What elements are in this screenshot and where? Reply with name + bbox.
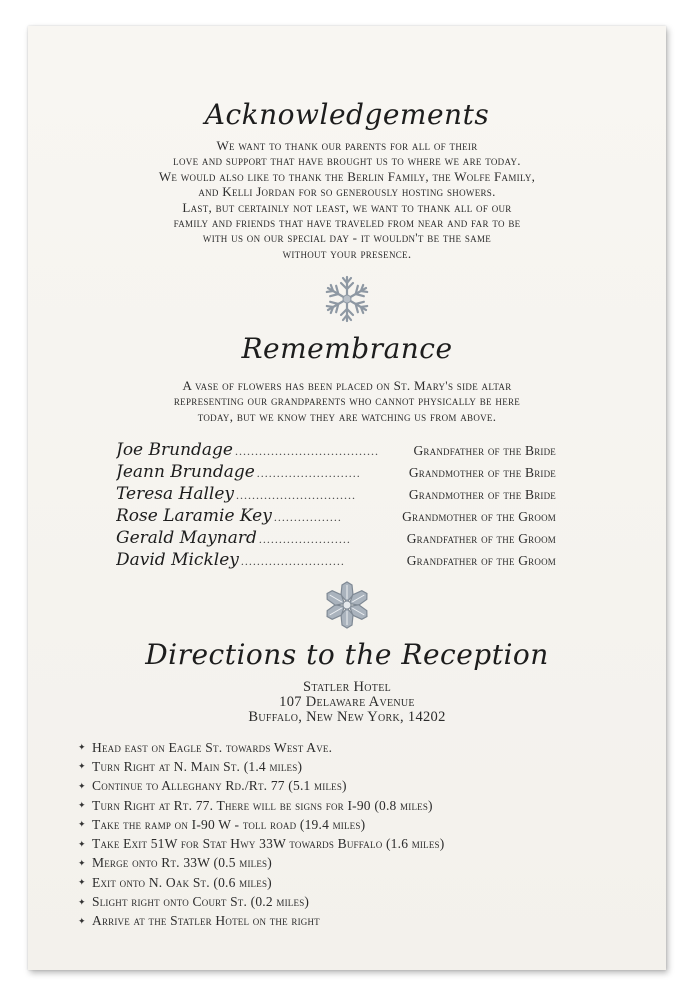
leader-dots: .................................... xyxy=(235,444,379,458)
memorial-relation: Grandmother of the Bride xyxy=(408,465,556,480)
memorial-name: Gerald Maynard xyxy=(116,528,257,548)
remembrance-line: today, but we know they are watching us from above. xyxy=(197,408,497,424)
diamond-bullet-icon: ✦ xyxy=(78,819,86,830)
memorial-row xyxy=(116,484,556,504)
direction-text: Slight right onto Court St. (0.2 miles) xyxy=(92,894,310,910)
diamond-bullet-icon: ✦ xyxy=(78,877,86,888)
leader-dots: ....................... xyxy=(258,532,351,546)
directions-list xyxy=(78,738,618,931)
memorial-row xyxy=(116,462,556,482)
direction-step xyxy=(78,757,618,776)
address-line: 107 Delaware Avenue xyxy=(279,694,415,710)
ack-line: family and friends that have traveled from near and far to be xyxy=(173,215,521,231)
memorial-relation: Grandfather of the Groom xyxy=(406,553,556,568)
acknowledgements-heading: Acknowledgements xyxy=(204,98,490,131)
direction-text: Exit onto N. Oak St. (0.6 miles) xyxy=(92,874,272,890)
diamond-bullet-icon: ✦ xyxy=(78,896,86,907)
direction-step xyxy=(78,854,618,873)
memorial-row xyxy=(116,550,556,570)
program-card xyxy=(28,26,666,970)
ack-line: Last, but certainly not least, we want to thank all of our xyxy=(182,199,512,215)
ack-line: without your presence. xyxy=(282,245,412,261)
leader-dots: .............................. xyxy=(236,488,357,502)
memorial-row xyxy=(116,506,556,526)
ack-line: and Kelli Jordan for so generously hosting showers. xyxy=(198,184,496,200)
diamond-bullet-icon: ✦ xyxy=(78,742,86,753)
reception-address xyxy=(28,680,666,725)
direction-text: Arrive at the Statler Hotel on the right xyxy=(92,913,320,929)
memorial-name: Jeann Brundage xyxy=(116,462,255,482)
direction-step xyxy=(78,873,618,892)
leader-dots: .......................... xyxy=(256,466,361,480)
direction-step xyxy=(78,815,618,834)
direction-text: Merge onto Rt. 33W (0.5 miles) xyxy=(92,855,272,871)
direction-text: Continue to Alleghany Rd./Rt. 77 (5.1 miles) xyxy=(92,778,347,794)
direction-text: Head east on Eagle St. towards West Ave. xyxy=(92,739,333,755)
diamond-bullet-icon: ✦ xyxy=(78,780,86,791)
snowflake-icon xyxy=(322,580,372,630)
diamond-bullet-icon: ✦ xyxy=(78,915,86,926)
ack-line: We want to thank our parents for all of their xyxy=(216,138,478,153)
address-line: Statler Hotel xyxy=(302,679,392,695)
memorial-name: Teresa Halley xyxy=(116,484,235,504)
direction-step xyxy=(78,912,618,931)
remembrance-intro xyxy=(28,378,666,424)
memorial-row xyxy=(116,440,556,460)
diamond-bullet-icon: ✦ xyxy=(78,857,86,868)
memorial-relation: Grandfather of the Bride xyxy=(413,443,556,458)
memorial-name: Rose Laramie Key xyxy=(116,506,272,526)
diamond-bullet-icon: ✦ xyxy=(78,838,86,849)
memorial-name: Joe Brundage xyxy=(116,440,233,460)
acknowledgements-text xyxy=(28,138,666,261)
leader-dots: .......................... xyxy=(240,554,345,568)
remembrance-line: A vase of flowers has been placed on St. Mary's side altar xyxy=(182,378,512,393)
diamond-bullet-icon: ✦ xyxy=(78,800,86,811)
memorial-relation: Grandmother of the Groom xyxy=(402,509,556,524)
address-line: Buffalo, New New York, 14202 xyxy=(248,709,446,725)
direction-text: Turn Right at Rt. 77. There will be signs for I-90 (0.8 miles) xyxy=(92,797,433,813)
ack-line: with us on our special day - it wouldn't be the same xyxy=(202,230,492,246)
direction-text: Take Exit 51W for Stat Hwy 33W towards Buffalo (1.6 miles) xyxy=(92,836,445,852)
direction-step xyxy=(78,738,618,757)
diamond-bullet-icon: ✦ xyxy=(78,761,86,772)
direction-step xyxy=(78,796,618,815)
memorial-row xyxy=(116,528,556,548)
memorial-relation: Grandfather of the Groom xyxy=(406,531,556,546)
remembrance-line: representing our grandparents who cannot physically be here xyxy=(173,393,521,409)
direction-step xyxy=(78,834,618,853)
direction-step xyxy=(78,777,618,796)
direction-text: Turn Right at N. Main St. (1.4 miles) xyxy=(92,758,303,774)
direction-text: Take the ramp on I-90 W - toll road (19.4 miles) xyxy=(92,816,366,832)
snowflake-icon xyxy=(320,272,374,326)
ack-line: love and support that have brought us to where we are today. xyxy=(173,153,521,169)
memorial-relation: Grandmother of the Bride xyxy=(408,487,556,502)
ack-line: We would also like to thank the Berlin Family, the Wolfe Family, xyxy=(158,168,536,184)
memorial-name: David Mickley xyxy=(116,550,239,570)
leader-dots: ................. xyxy=(273,510,342,524)
direction-step xyxy=(78,892,618,911)
remembrance-heading: Remembrance xyxy=(241,332,453,365)
directions-heading: Directions to the Reception xyxy=(145,638,549,671)
